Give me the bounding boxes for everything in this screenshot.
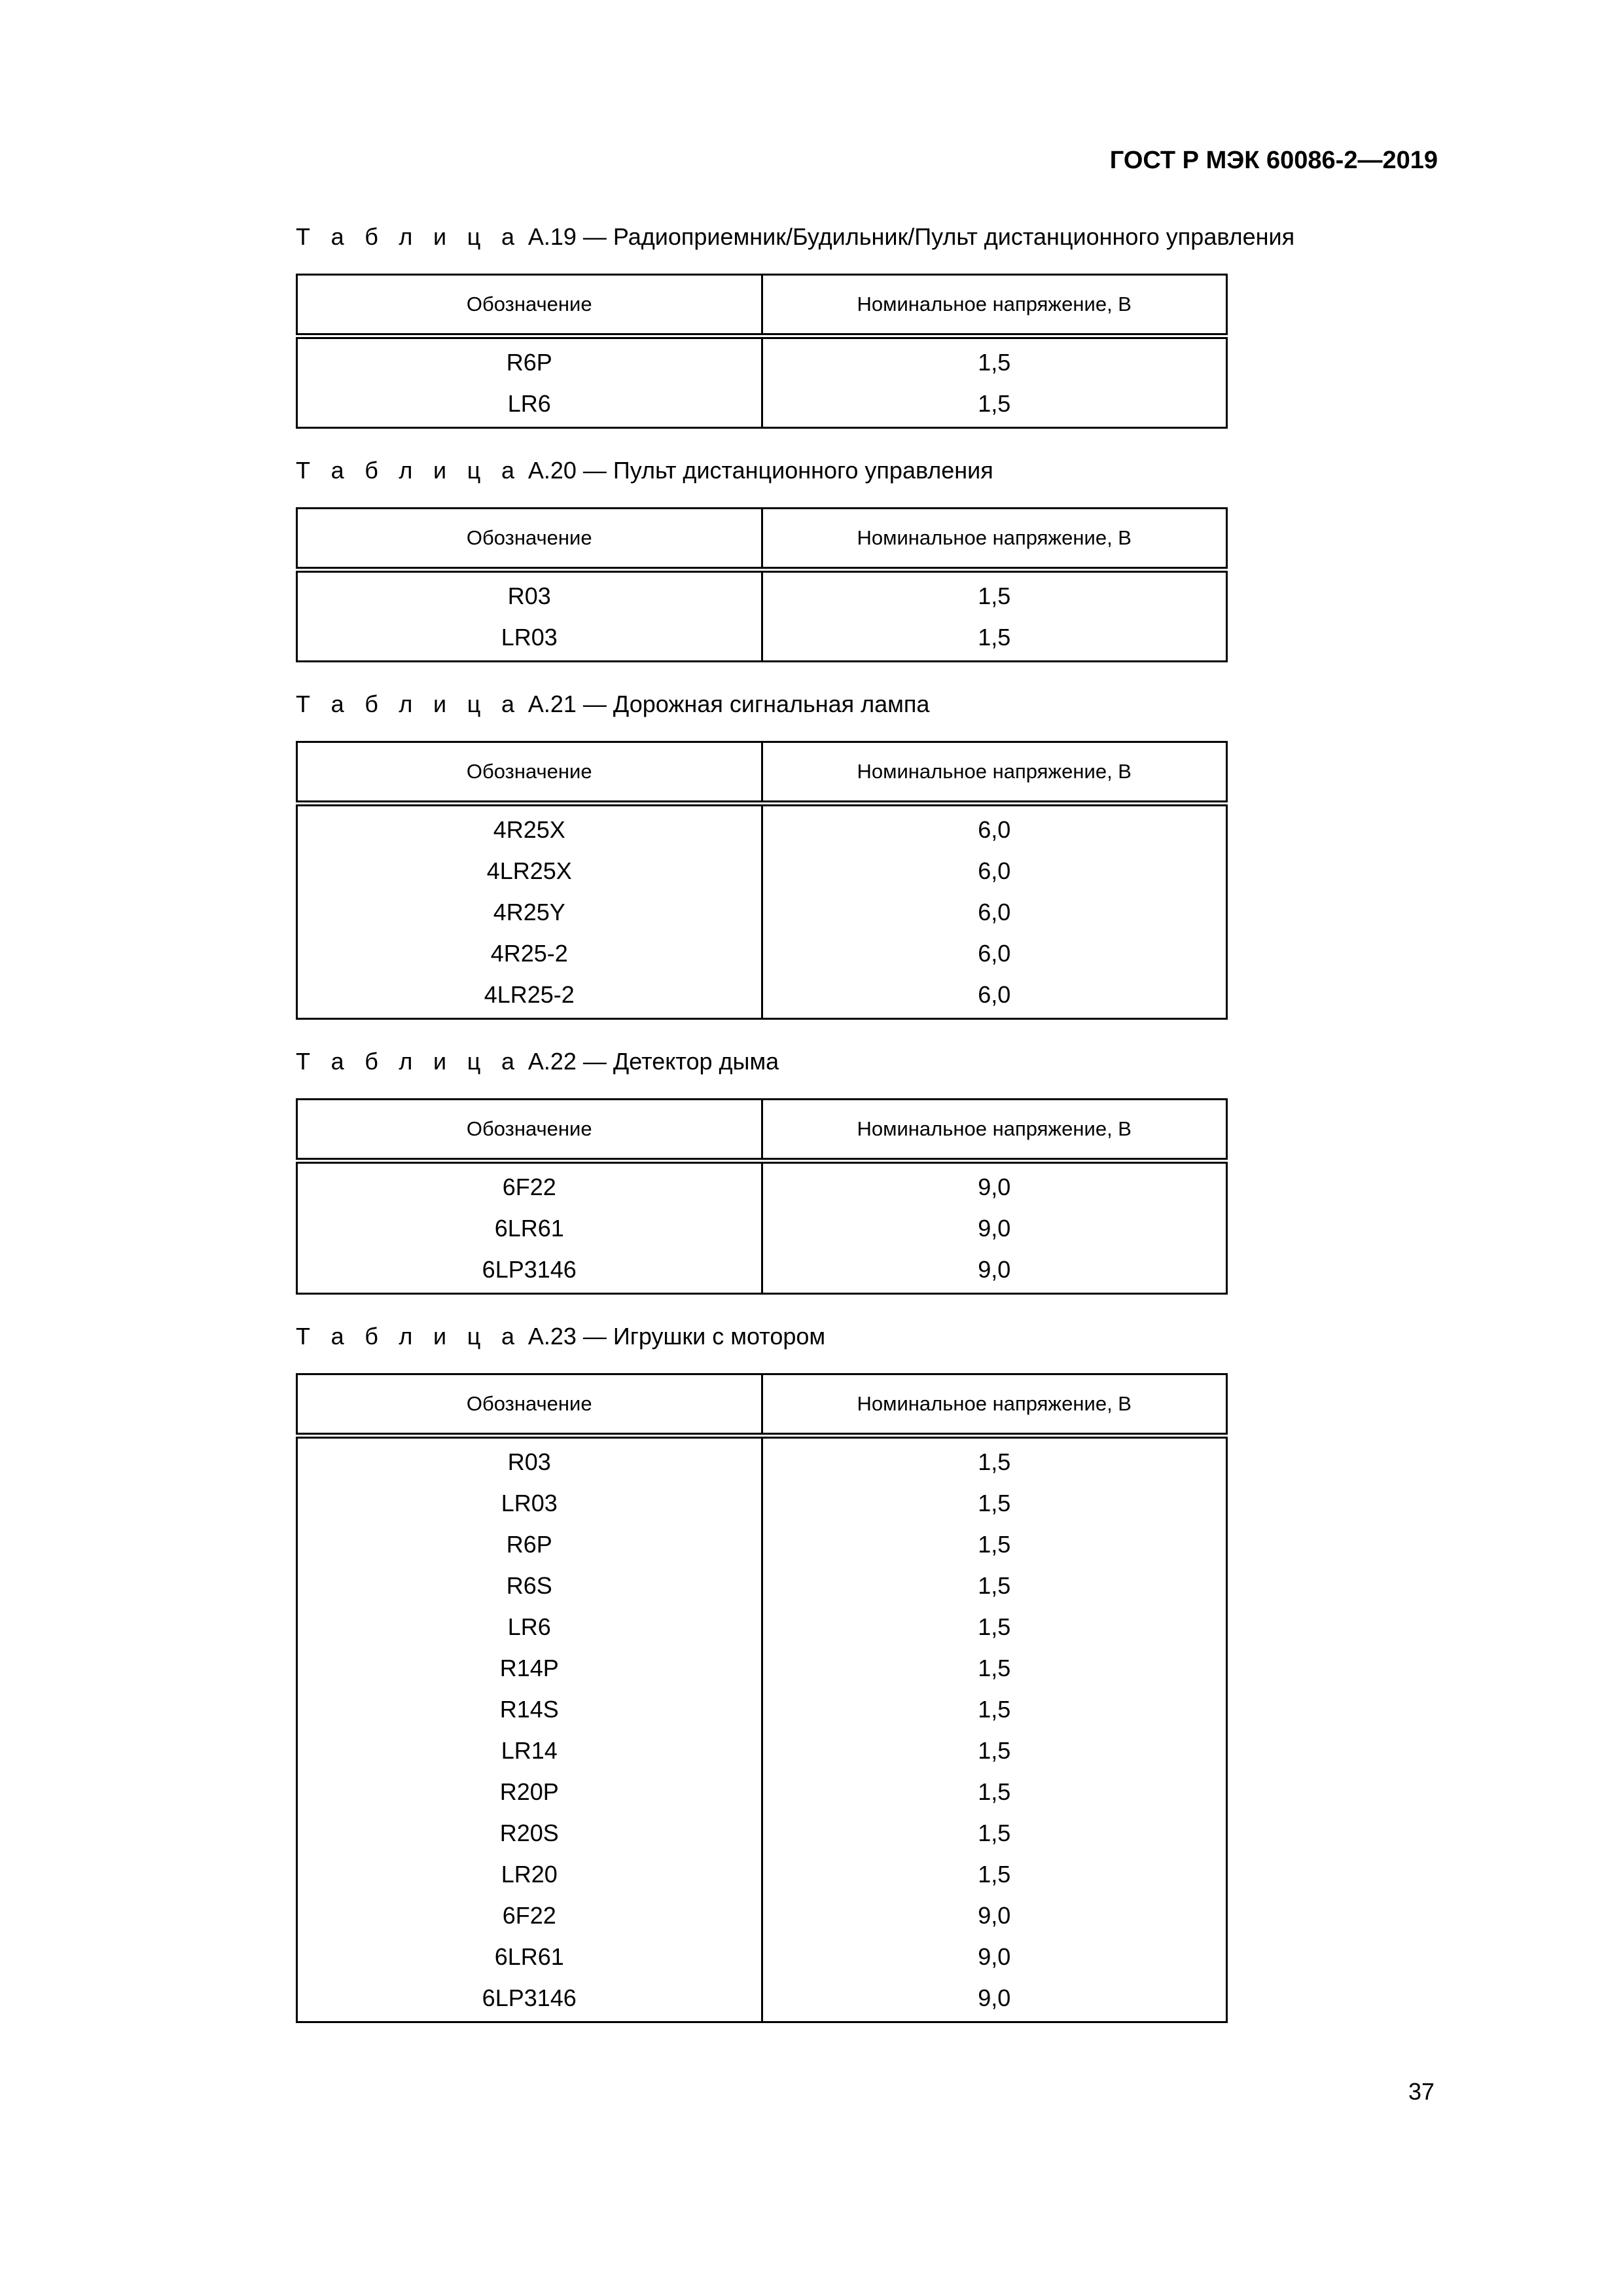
designation-cell: LR03 [297,617,762,662]
table-caption-label: Т а б л и ц а [296,1048,522,1075]
designation-cell: R6P [297,336,762,384]
designation-cell: R14P [297,1647,762,1689]
table-caption-number: А.23 [527,1323,577,1350]
table-row [297,1647,1227,1689]
table-caption-number: А.22 [527,1048,577,1075]
designation-cell: 6LP3146 [297,1249,762,1294]
table-header-row [297,275,1227,336]
voltage-cell: 6,0 [762,850,1227,891]
table-row [297,891,1227,933]
voltage-cell: 9,0 [762,1936,1227,1977]
voltage-cell: 6,0 [762,804,1227,851]
table-row [297,1606,1227,1647]
voltage-cell: 1,5 [762,570,1227,617]
voltage-cell: 6,0 [762,933,1227,974]
table-caption-label: Т а б л и ц а [296,457,522,484]
table-caption-number: А.19 [527,223,577,250]
battery-table [296,741,1228,1020]
voltage-cell: 1,5 [762,1565,1227,1606]
table-row [297,1854,1227,1895]
designation-cell: R03 [297,570,762,617]
table-row [297,1730,1227,1771]
voltage-cell: 6,0 [762,891,1227,933]
voltage-cell: 1,5 [762,383,1227,428]
voltage-cell: 1,5 [762,1482,1227,1524]
designation-cell: 6F22 [297,1161,762,1208]
table-caption-number: А.20 [527,457,577,484]
table-row [297,617,1227,662]
voltage-cell: 1,5 [762,1647,1227,1689]
designation-cell: R20P [297,1771,762,1812]
table-header-row [297,742,1227,804]
designation-cell: R03 [297,1436,762,1483]
column-header-designation: Обозначение [297,275,762,336]
column-header-voltage: Номинальное напряжение, В [762,509,1227,570]
table-caption-label: Т а б л и ц а [296,691,522,717]
table-row [297,1161,1227,1208]
voltage-cell: 9,0 [762,1161,1227,1208]
table-row [297,1208,1227,1249]
voltage-cell: 1,5 [762,336,1227,384]
table-row [297,850,1227,891]
voltage-cell: 1,5 [762,617,1227,662]
table-header-row [297,1374,1227,1436]
column-header-voltage: Номинальное напряжение, В [762,1100,1227,1161]
voltage-cell: 1,5 [762,1771,1227,1812]
table-row [297,570,1227,617]
table-row [297,1977,1227,2022]
designation-cell: 4R25X [297,804,762,851]
column-header-voltage: Номинальное напряжение, В [762,742,1227,804]
designation-cell: 6LP3146 [297,1977,762,2022]
table-caption [296,223,1295,251]
column-header-designation: Обозначение [297,1374,762,1436]
table-row [297,383,1227,428]
column-header-voltage: Номинальное напряжение, В [762,1374,1227,1436]
voltage-cell: 1,5 [762,1436,1227,1483]
tables-container [296,223,1295,2051]
column-header-designation: Обозначение [297,509,762,570]
table-row [297,974,1227,1019]
designation-cell: 4LR25-2 [297,974,762,1019]
battery-table [296,507,1228,662]
table-row [297,1482,1227,1524]
voltage-cell: 1,5 [762,1812,1227,1854]
table-caption-title: — Дорожная сигнальная лампа [582,691,930,717]
designation-cell: 6LR61 [297,1936,762,1977]
designation-cell: R20S [297,1812,762,1854]
table-row [297,1436,1227,1483]
battery-table [296,274,1228,429]
table-caption-label: Т а б л и ц а [296,1323,522,1350]
column-header-voltage: Номинальное напряжение, В [762,275,1227,336]
table-row [297,933,1227,974]
table-row [297,1812,1227,1854]
voltage-cell: 1,5 [762,1689,1227,1730]
table-row [297,1895,1227,1936]
column-header-designation: Обозначение [297,1100,762,1161]
column-header-designation: Обозначение [297,742,762,804]
table-row [297,1936,1227,1977]
voltage-cell: 1,5 [762,1606,1227,1647]
voltage-cell: 1,5 [762,1854,1227,1895]
document-code: ГОСТ Р МЭК 60086-2—2019 [1109,147,1438,174]
designation-cell: 6F22 [297,1895,762,1936]
table-caption-label: Т а б л и ц а [296,223,522,250]
table-row [297,1565,1227,1606]
designation-cell: LR14 [297,1730,762,1771]
voltage-cell: 9,0 [762,1249,1227,1294]
voltage-cell: 9,0 [762,1977,1227,2022]
table-caption-title: — Детектор дыма [582,1048,779,1075]
voltage-cell: 1,5 [762,1730,1227,1771]
battery-table [296,1098,1228,1295]
voltage-cell: 9,0 [762,1208,1227,1249]
table-row [297,1771,1227,1812]
table-caption [296,456,1228,485]
designation-cell: LR6 [297,383,762,428]
battery-table [296,1373,1228,2023]
designation-cell: R6P [297,1524,762,1565]
designation-cell: 4R25Y [297,891,762,933]
designation-cell: R6S [297,1565,762,1606]
table-row [297,336,1227,384]
table-caption-title: — Пульт дистанционного управления [582,457,993,484]
table-row [297,1249,1227,1294]
voltage-cell: 6,0 [762,974,1227,1019]
designation-cell: 4LR25X [297,850,762,891]
voltage-cell: 1,5 [762,1524,1227,1565]
table-header-row [297,1100,1227,1161]
designation-cell: LR20 [297,1854,762,1895]
designation-cell: 4R25-2 [297,933,762,974]
designation-cell: 6LR61 [297,1208,762,1249]
page-number: 37 [1408,2078,1435,2105]
table-caption [296,690,1228,719]
table-caption-title: — Игрушки с мотором [582,1323,826,1350]
table-row [297,1524,1227,1565]
table-row [297,1689,1227,1730]
designation-cell: LR03 [297,1482,762,1524]
voltage-cell: 9,0 [762,1895,1227,1936]
designation-cell: R14S [297,1689,762,1730]
table-caption-title: — Радиоприемник/Будильник/Пульт дистанционного управления [582,223,1295,250]
table-caption-number: А.21 [527,691,577,717]
designation-cell: LR6 [297,1606,762,1647]
table-caption [296,1047,1228,1076]
table-caption [296,1322,1228,1351]
table-row [297,804,1227,851]
table-header-row [297,509,1227,570]
